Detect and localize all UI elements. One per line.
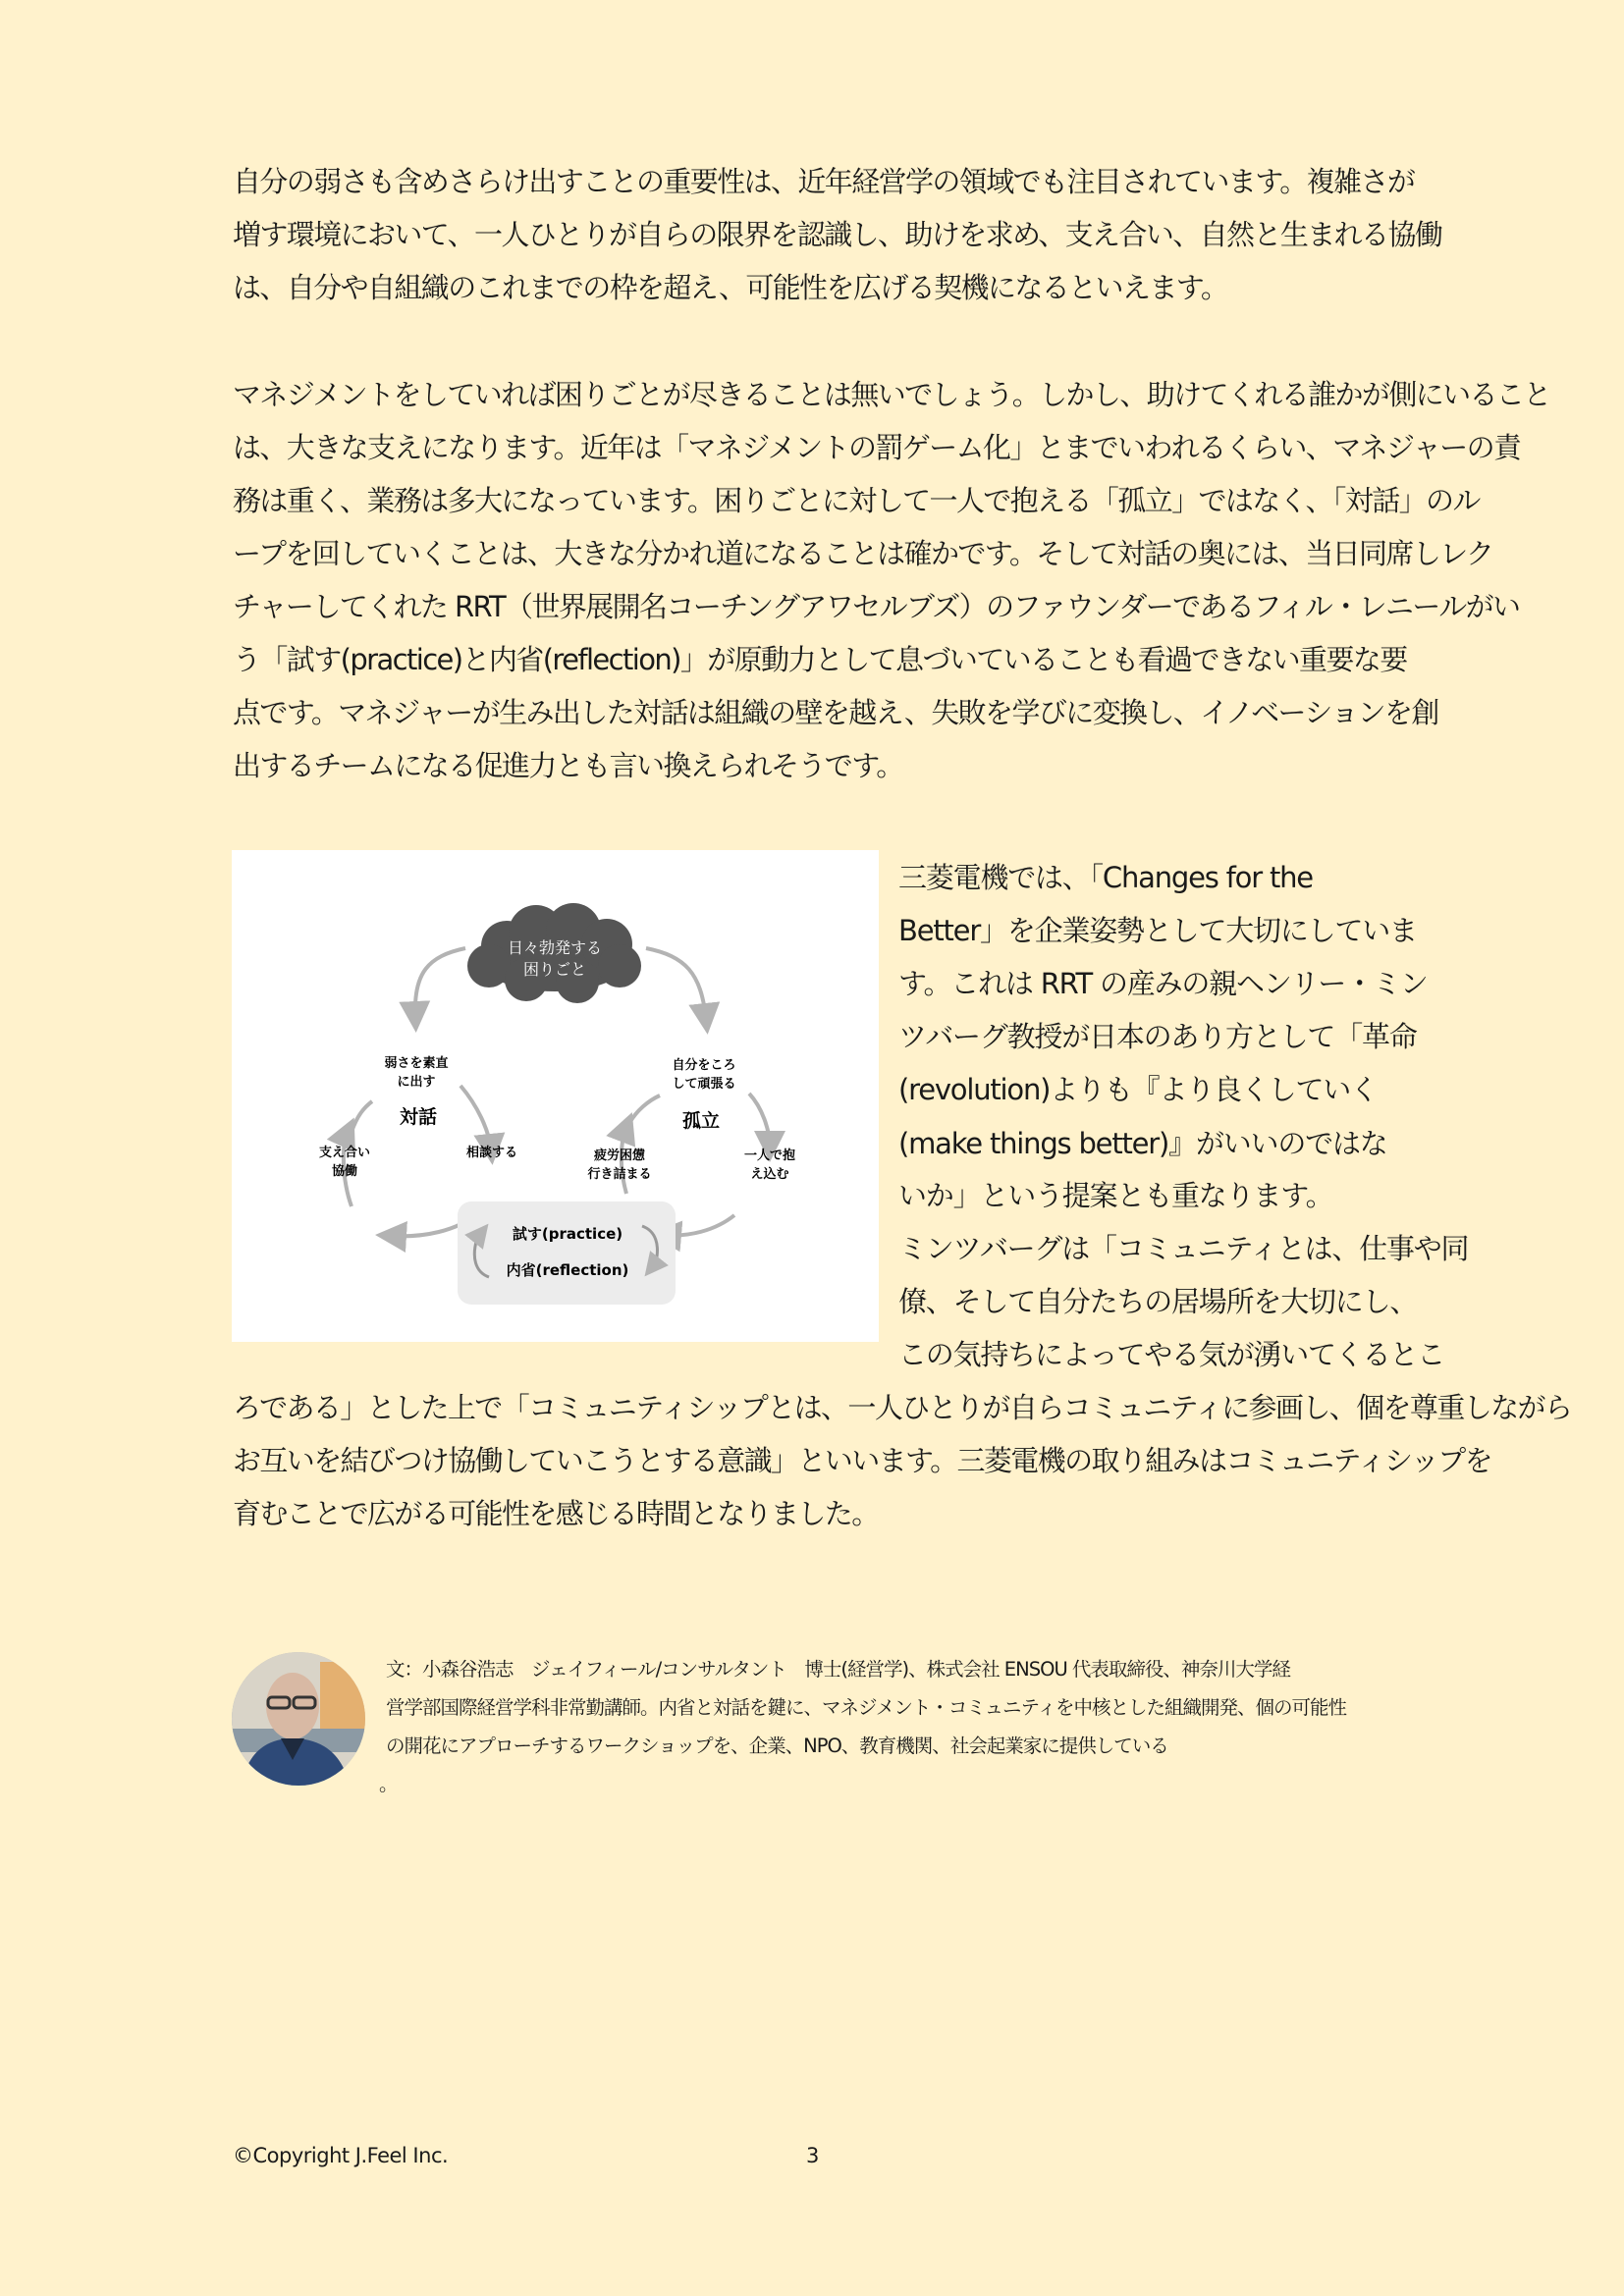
text-line: (make things better)』がいいのではな [898,1127,1387,1160]
text-line: Better」を企業姿勢として大切にしていま [898,914,1417,947]
arrow-cloud-to-isolation [646,948,706,1019]
text-line: チャーしてくれた RRT（世界展開名コーチングアワセルブズ）のファウンダーであるフィル・レニールがい [233,590,1520,623]
footer-page-number: 3 [806,2144,819,2167]
text-line: (revolution)よりも『より良くしていく [898,1073,1378,1106]
text-line: は、自分や自組織のこれまでの枠を超え、可能性を広げる契機になるといえます。 [233,271,1228,304]
author-avatar [232,1652,365,1786]
left-cycle-left-line1: 支え合い [318,1146,371,1160]
right-cycle-arrow-bottom [666,1215,734,1235]
text-line: 出するチームになる促進力とも言い換えられそうです。 [233,749,903,782]
bio-line: 営学部国際経営学科非常勤講師。内省と対話を鍵に、マネジメント・コミュニティを中核とした組織開発、個の可能性 [386,1696,1346,1719]
right-cycle-center: 孤立 [681,1110,721,1132]
left-cycle-top-line1: 弱さを素直 [384,1056,449,1071]
right-cycle-left-line1: 疲労困憊 [593,1148,646,1163]
left-cycle-top-line2: に出す [397,1075,436,1090]
left-cycle-arrow-top-left [352,1101,372,1132]
footer-copyright: ©Copyright J.Feel Inc. [233,2144,449,2167]
practice-reflection-box [458,1201,676,1305]
right-cycle-left-line2: 行き詰まる [587,1167,652,1182]
author-photo-icon [232,1652,365,1786]
text-line: 点です。マネジャーが生み出した対話は組織の壁を越え、失敗を学びに変換し、イノベーションを創 [233,696,1438,729]
text-line: この気持ちによってやる気が湧いてくるとこ [898,1338,1445,1371]
text-line: いか」という提案とも重なります。 [898,1179,1333,1212]
cloud-label-line2: 困りごと [522,960,587,979]
reflection-label: 内省(reflection) [506,1261,629,1279]
text-line: 育むことで広がる可能性を感じる時間となりました。 [233,1497,879,1530]
text-line: う「試す(practice)と内省(reflection)」が原動力として息づいていることも看過できない重要な要 [233,643,1407,676]
bio-line: の開花にアプローチするワークショップを、企業、NPO、教育機関、社会起業家に提供している [386,1735,1168,1757]
dialogue-isolation-diagram [232,850,879,1342]
text-line: す。これは RRT の産みの親ヘンリー・ミン [898,967,1428,1000]
right-cycle-arrow-top-right [749,1094,770,1147]
right-cycle-top-line2: して頑張る [672,1077,736,1092]
bio-line: 文：小森谷浩志 ジェイフィール/コンサルタント 博士(経営学)、株式会社 ENSOU 代表取締役、神奈川大学経 [386,1658,1290,1681]
text-line: 増す環境において、一人ひとりが自らの限界を認識し、助けを求め、支え合い、自然と生まれる協働 [233,218,1442,251]
diagram-svg [232,850,879,1342]
text-line: 僚、そして自分たちの居場所を大切にし、 [898,1285,1418,1318]
practice-label: 試す(practice) [512,1225,623,1243]
text-line: 自分の弱さも含めさらけ出すことの重要性は、近年経営学の領域でも注目されています。複雑さが [233,165,1415,198]
left-cycle-arrow-top-right [460,1086,491,1149]
right-cycle-arrow-top-left [628,1095,660,1125]
right-cycle-top-line1: 自分をころ [672,1058,736,1073]
left-cycle-center: 対話 [399,1106,438,1128]
arrow-cloud-to-dialogue [415,948,465,1017]
right-cycle-right-line1: 一人で抱 [743,1148,796,1163]
text-line: ツバーグ教授が日本のあり方として「革命 [898,1020,1417,1053]
text-line: 務は重く、業務は多大になっています。困りごとに対して一人で抱える「孤立」ではなく、「対話」のル [233,484,1480,517]
text-line: お互いを結びつけ協働していこうとする意識」といいます。三菱電機の取り組みはコミュニティシップを [233,1444,1492,1477]
right-cycle-right-line2: え込む [750,1167,789,1182]
text-line: ミンツバーグは「コミュニティとは、仕事や同 [898,1232,1469,1265]
text-line: 三菱電機では、「Changes for the [898,861,1313,894]
text-line: ろである」とした上で「コミュニティシップとは、一人ひとりが自らコミュニティに参画し、個を尊重しながら [233,1391,1572,1424]
text-line: ープを回していくことは、大きな分かれ道になることは確かです。そして対話の奥には、当日同席しレク [233,537,1493,570]
text-line: マネジメントをしていれば困りごとが尽きることは無いでしょう。しかし、助けてくれる誰かが側にいること [233,378,1550,411]
cloud-label-line1: 日々勃発する [507,938,603,957]
bio-line: 。 [379,1773,398,1795]
text-line: は、大きな支えになります。近年は「マネジメントの罰ゲーム化」とまでいわれるくらい、マネジャーの責 [233,431,1521,464]
left-cycle-left-line2: 協働 [331,1164,358,1179]
left-cycle-right: 相談する [465,1146,518,1160]
